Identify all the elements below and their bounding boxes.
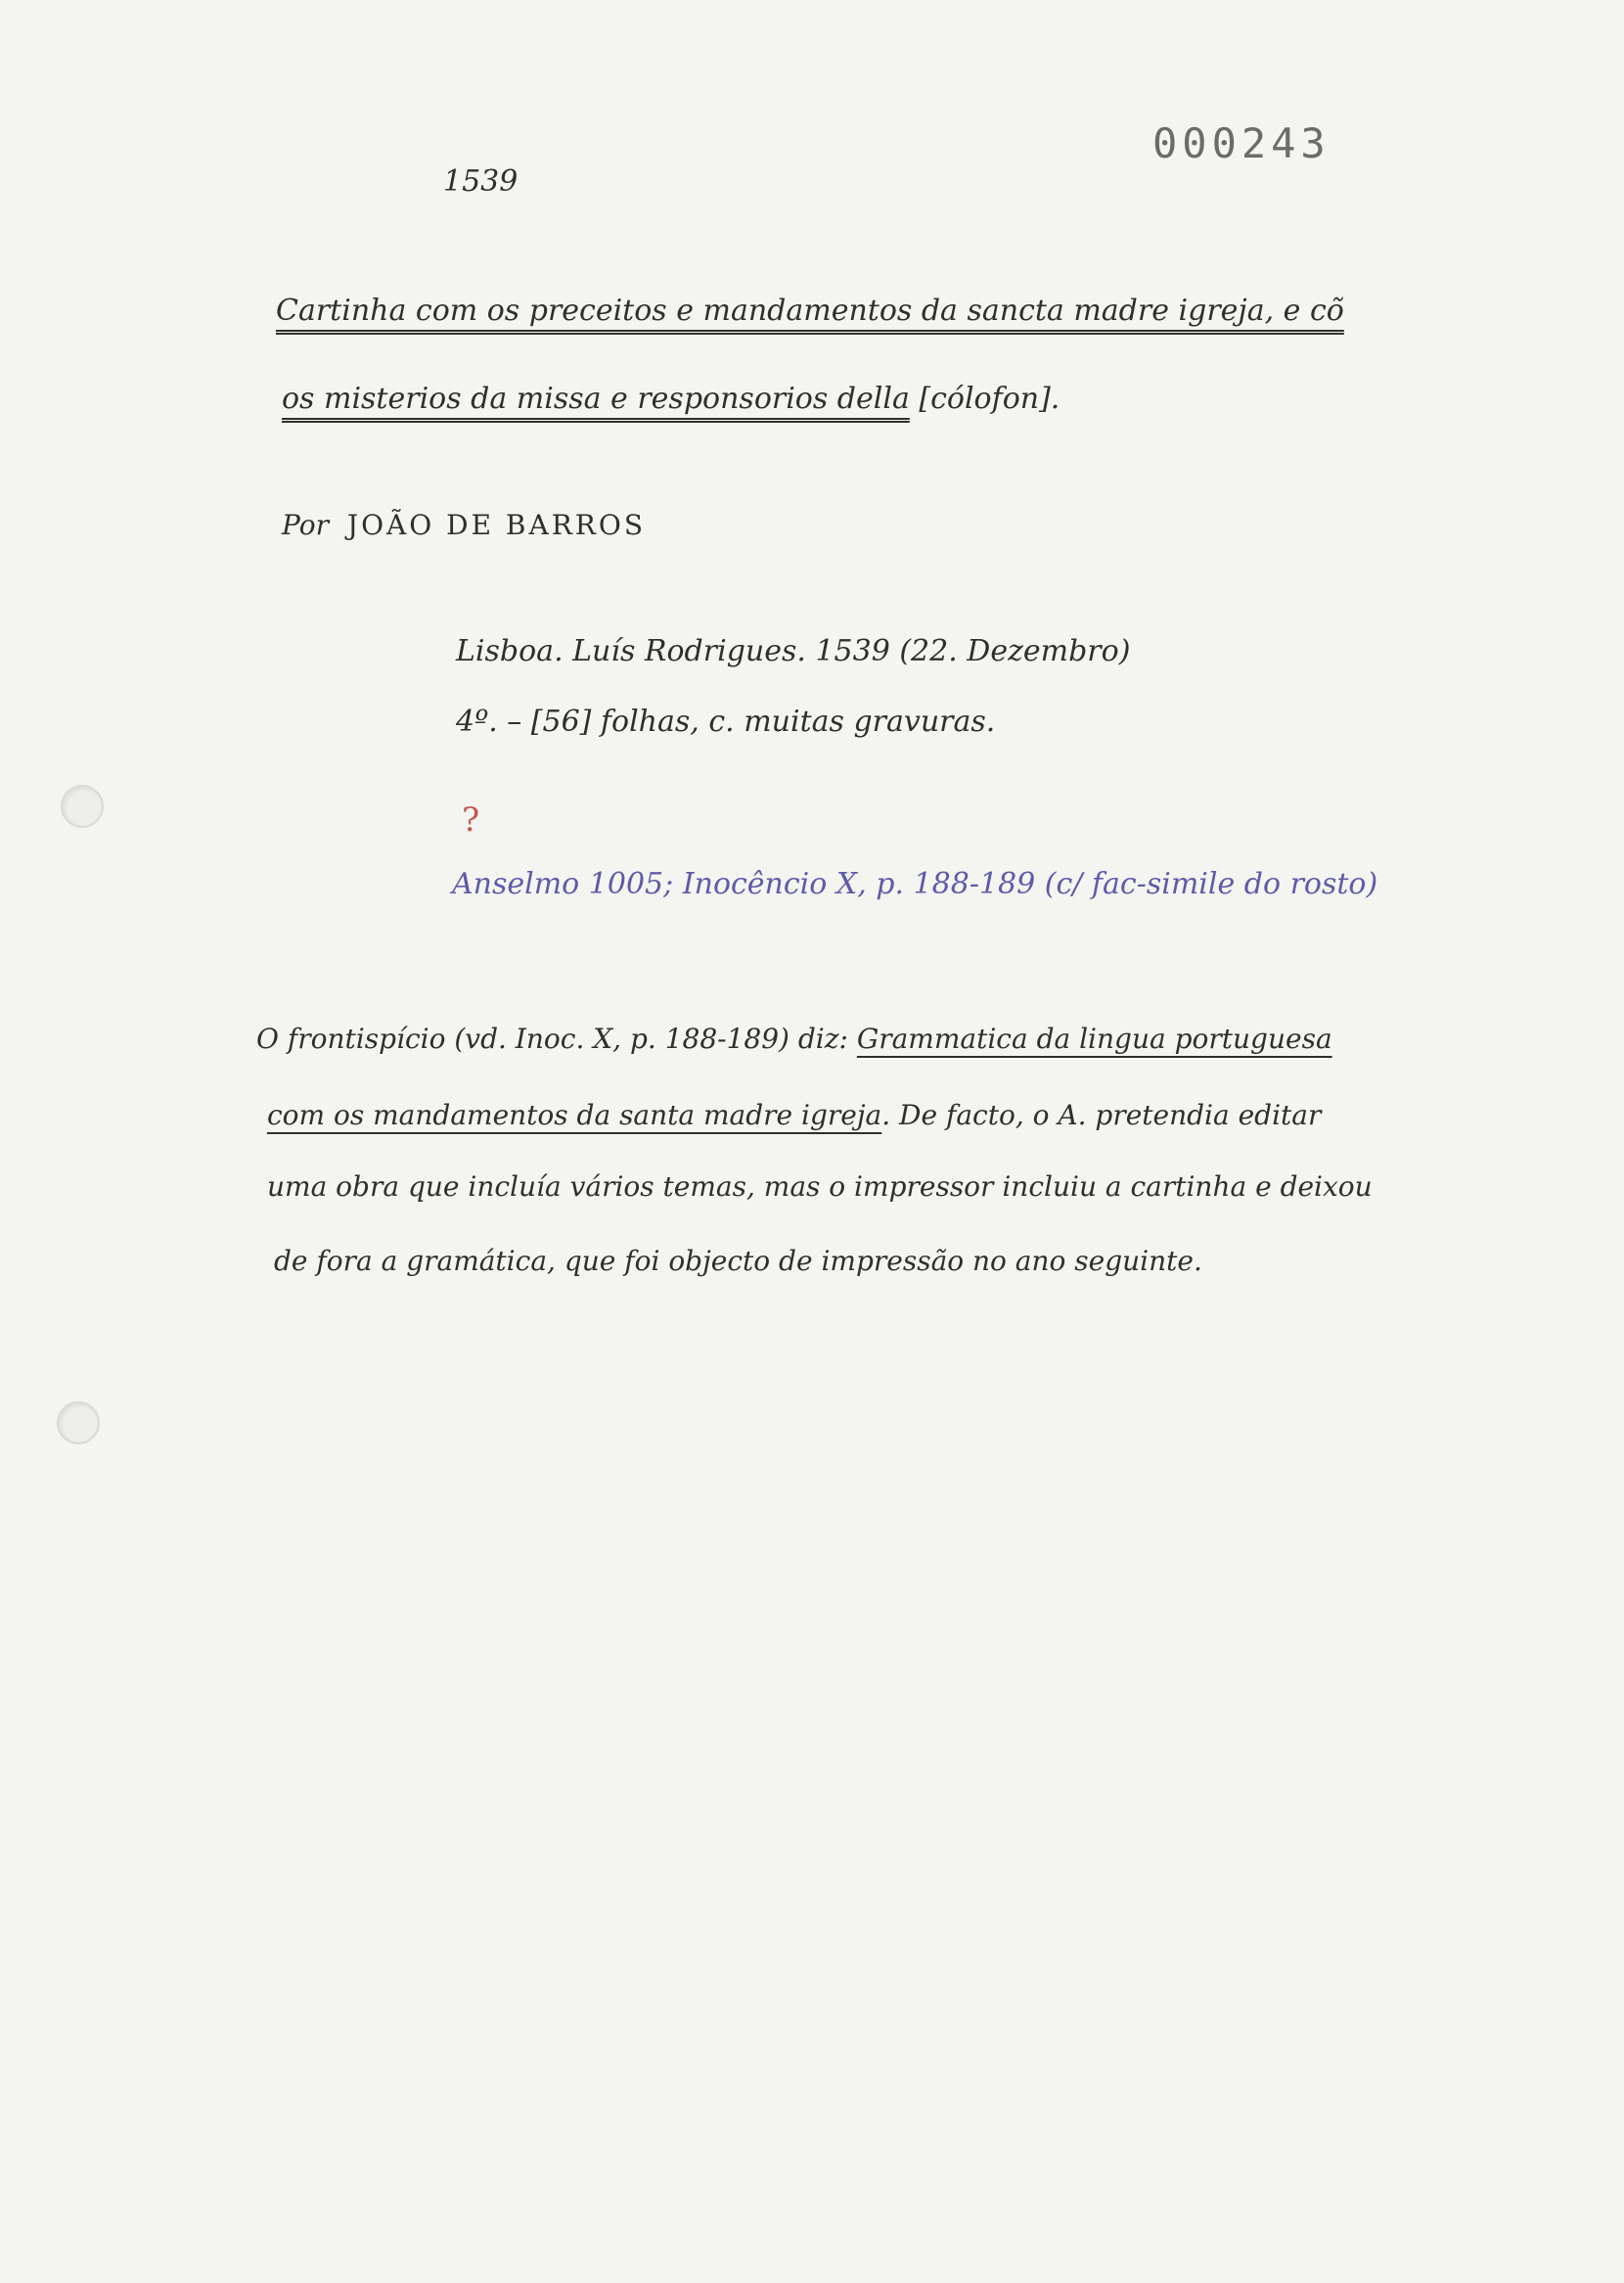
- note-line-4: de fora a gramática, que foi objecto de impressão no ano seguinte.: [274, 1245, 1202, 1277]
- title-text-2: os misterios da missa e responsorios della: [282, 382, 910, 416]
- note-title-part-1: Grammatica da lingua portuguesa: [856, 1023, 1332, 1055]
- title-line-2: [282, 382, 1060, 416]
- note-suffix: . De facto, o A. pretendia editar: [881, 1099, 1322, 1131]
- references-line: Anselmo 1005; Inocêncio X, p. 188-189 (c/ fac-simile do rosto): [452, 867, 1378, 901]
- author-name: JOÃO DE BARROS: [346, 509, 647, 541]
- note-line-3: uma obra que incluía vários temas, mas o impressor incluiu a cartinha e deixou: [267, 1170, 1373, 1203]
- stamp-number: 000243: [1152, 119, 1331, 167]
- query-mark: ?: [462, 800, 480, 840]
- year-heading: 1539: [443, 164, 519, 199]
- imprint-line-1: Lisboa. Luís Rodrigues. 1539 (22. Dezembro): [456, 634, 1131, 668]
- note-line-2: [267, 1099, 1321, 1131]
- title-line-1: [276, 294, 1344, 328]
- colophon-note: [cólofon].: [919, 382, 1060, 416]
- note-title-part-2: com os mandamentos da santa madre igreja: [267, 1099, 882, 1131]
- author-line: [282, 509, 646, 541]
- punch-hole: [61, 785, 104, 828]
- punch-hole: [57, 1401, 100, 1444]
- title-text-1: Cartinha com os preceitos e mandamentos da sancta madre igreja, e cõ: [276, 294, 1344, 328]
- note-line-1: [256, 1023, 1332, 1055]
- note-prefix: O frontispício (vd. Inoc. X, p. 188-189) diz:: [256, 1023, 848, 1055]
- author-prefix: Por: [282, 509, 329, 541]
- imprint-line-2: 4º. – [56] folhas, c. muitas gravuras.: [456, 705, 996, 739]
